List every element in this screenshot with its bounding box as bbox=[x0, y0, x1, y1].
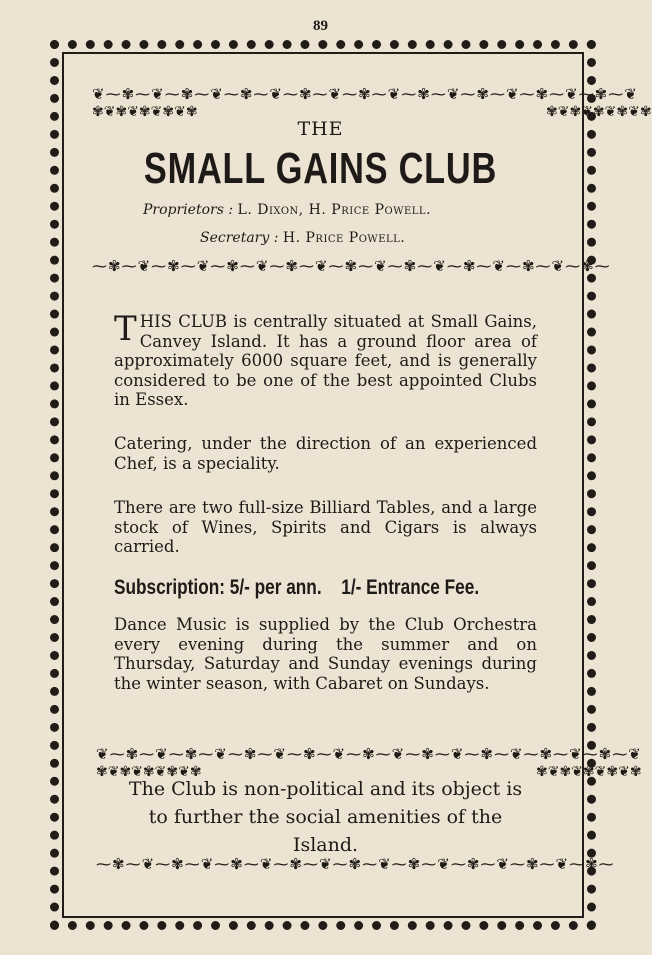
header-ornament-left: ✾❦✾❦✾❦✾❦✾ bbox=[92, 104, 198, 120]
secretary-line bbox=[200, 230, 580, 246]
proprietors-line bbox=[143, 202, 563, 218]
subscription-fee: Subscription: 5/- per ann. bbox=[114, 576, 322, 599]
paragraph-catering: Catering, under the direction of an experienced Chef, is a speciality. bbox=[114, 434, 537, 473]
footer-ornament-right: ✾❦✾❦✾❦✾❦✾ bbox=[536, 764, 642, 780]
page-number: 89 bbox=[313, 18, 328, 34]
header-ornament-top: ❦⁓✾⁓❦⁓✾⁓❦⁓✾⁓❦⁓✾⁓❦⁓✾⁓❦⁓✾⁓❦⁓✾⁓❦⁓✾⁓❦⁓✾⁓❦ bbox=[92, 85, 638, 103]
drop-cap: T bbox=[114, 309, 137, 349]
header-ornament-bottom: ⁓✾⁓❦⁓✾⁓❦⁓✾⁓❦⁓✾⁓❦⁓✾⁓❦⁓✾⁓❦⁓✾⁓❦⁓✾⁓❦⁓✾⁓ bbox=[92, 257, 611, 275]
header-ornament-right: ✾❦✾❦✾❦✾❦✾ bbox=[546, 104, 652, 120]
entrance-fee: 1/- Entrance Fee. bbox=[341, 576, 480, 599]
footer-ornament-bottom: ⁓✾⁓❦⁓✾⁓❦⁓✾⁓❦⁓✾⁓❦⁓✾⁓❦⁓✾⁓❦⁓✾⁓❦⁓✾⁓❦⁓✾⁓ bbox=[96, 855, 615, 873]
club-title: SMALL GAINS CLUB bbox=[143, 144, 498, 193]
footer-ornament-top: ❦⁓✾⁓❦⁓✾⁓❦⁓✾⁓❦⁓✾⁓❦⁓✾⁓❦⁓✾⁓❦⁓✾⁓❦⁓✾⁓❦⁓✾⁓❦ bbox=[96, 745, 642, 763]
paragraph-location-text: HIS CLUB is centrally situated at Small Gains, Canvey Island. It has a ground floor area of approximately 6000 square feet, and is generally considered to be one of the best appointed Clubs in Essex. bbox=[114, 312, 537, 409]
proprietors-label: Proprietors : bbox=[143, 202, 234, 218]
subscription-line bbox=[114, 576, 480, 600]
paragraph-dance-music: Dance Music is supplied by the Club Orchestra every evening during the summer and on Thursday, Saturday and Sunday evenings during the winter season, with Cabaret on Sundays. bbox=[114, 615, 537, 693]
footer-ornament-left: ✾❦✾❦✾❦✾❦✾ bbox=[96, 764, 202, 780]
paragraph-location bbox=[114, 309, 537, 410]
paragraph-billiards: There are two full-size Billiard Tables, and a large stock of Wines, Spirits and Cigars is always carried. bbox=[114, 498, 537, 556]
proprietors-names: L. Dixon, H. Price Powell. bbox=[237, 202, 432, 218]
secretary-name: H. Price Powell. bbox=[282, 230, 406, 246]
secretary-label: Secretary : bbox=[200, 230, 279, 246]
club-notice: The Club is non-political and its object is to further the social amenities of the Island. bbox=[128, 778, 523, 856]
title-the: THE bbox=[297, 118, 344, 140]
